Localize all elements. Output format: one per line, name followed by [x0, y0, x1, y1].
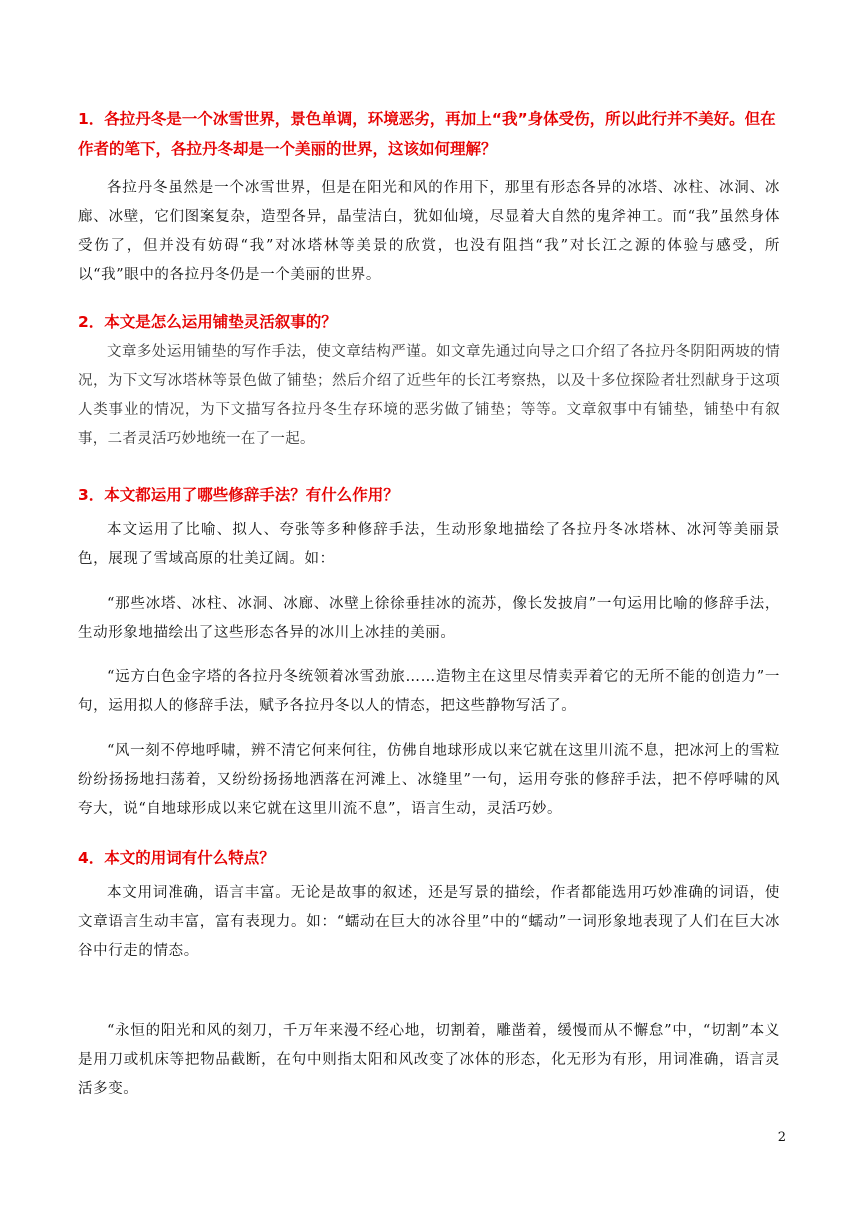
- question-1: 1．各拉丹冬是一个冰雪世界，景色单调，环境恶劣，再加上“我”身体受伤，所以此行并不美好。但在作者的笔下，各拉丹冬却是一个美丽的世界，这该如何理解？: [78, 110, 776, 158]
- answer-3-example-1: “那些冰塔、冰柱、冰洞、冰廊、冰壁上徐徐垂挂冰的流苏，像长发披肩”一句运用比喻的修辞手法，生动形象地描绘出了这些形态各异的冰川上冰挂的美丽。: [78, 596, 780, 641]
- answer-3-intro: 本文运用了比喻、拟人、夸张等多种修辞手法，生动形象地描绘了各拉丹冬冰塔林、冰河等美丽景色，展现了雪域高原的壮美辽阔。如：: [78, 522, 780, 567]
- page-number: 2: [777, 1130, 786, 1145]
- answer-1: 各拉丹冬虽然是一个冰雪世界，但是在阳光和风的作用下，那里有形态各异的冰塔、冰柱、冰洞、冰廊、冰壁，它们图案复杂，造型各异，晶莹洁白，犹如仙境，尽显着大自然的鬼斧神工。而“我”虽然身体受伤了，但并没有妨碍“我”对冰塔林等美景的欣赏，也没有阻挡“我”对长江之源的体验与感受，所以“我”眼中的各拉丹冬仍是一个美丽的世界。: [78, 180, 780, 283]
- answer-2-scanned: 文章多处运用铺垫的写作手法，使文章结构严谨。如文章先通过向导之口介绍了各拉丹冬阴阳两坡的情况，为下文写冰塔林等景色做了铺垫；然后介绍了近些年的长江考察热，以及十多位探险者壮烈献身于这项人类事业的情况，为下文描写各拉丹冬生存环境的恶劣做了铺垫；等等。文章叙事中有铺垫，铺垫中有叙事，二者灵活巧妙地统一在了一起。: [78, 344, 780, 447]
- question-2: 2．本文是怎么运用铺垫灵活叙事的？: [78, 313, 337, 331]
- answer-4-part-2: “永恒的阳光和风的刻刀，千万年来漫不经心地，切割着，雕凿着，缓慢而从不懈怠”中，“切割”本义是用刀或机床等把物品截断，在句中则指太阳和风改变了冰体的形态，化无形为有形，用词准确，语言灵活多变。: [78, 1023, 780, 1097]
- question-3: 3．本文都运用了哪些修辞手法？有什么作用？: [78, 486, 399, 504]
- answer-3-example-2: “远方白色金字塔的各拉丹冬统领着冰雪劲旅……造物主在这里尽情卖弄着它的无所不能的创造力”一句，运用拟人的修辞手法，赋予各拉丹冬以人的情态，把这些静物写活了。: [78, 669, 780, 714]
- question-4: 4．本文的用词有什么特点？: [78, 849, 275, 867]
- answer-3-example-3: “风一刻不停地呼啸，辨不清它何来何往，仿佛自地球形成以来它就在这里川流不息，把冰河上的雪粒纷纷扬扬地扫荡着，又纷纷扬扬地洒落在河滩上、冰缝里”一句，运用夸张的修辞手法，把不停呼啸的风夸大，说“自地球形成以来它就在这里川流不息”，语言生动，灵活巧妙。: [78, 743, 780, 817]
- answer-4-part-1: 本文用词准确，语言丰富。无论是故事的叙述，还是写景的描绘，作者都能选用巧妙准确的词语，使文章语言生动丰富，富有表现力。如：“蠕动在巨大的冰谷里”中的“蠕动”一词形象地表现了人们在巨大冰谷中行走的情态。: [78, 885, 780, 959]
